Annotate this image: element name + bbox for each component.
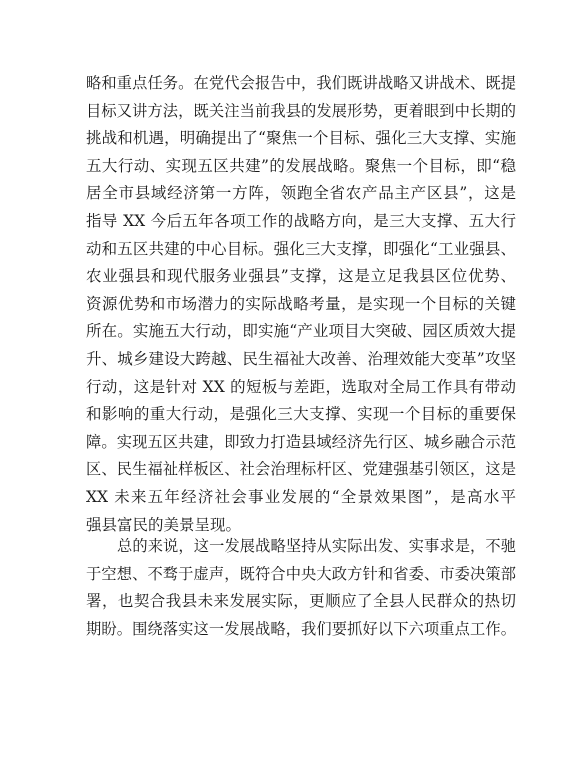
text-line: 行动，这是针对 XX 的短板与差距，选取对全局工作具有带动 xyxy=(86,377,516,396)
text-line: 指导 XX 今后五年各项工作的战略方向，是三大支撑、五大行 xyxy=(86,211,516,230)
text-line: 目标又讲方法，既关注当前我县的发展形势，更着眼到中长期的 xyxy=(86,101,516,120)
text-line: 动和五区共建的中心目标。强化三大支撑，即强化“工业强县、 xyxy=(86,239,516,258)
text-line: 障。实现五区共建，即致力打造县域经济先行区、城乡融合示范 xyxy=(86,432,516,451)
text-line: 五大行动、实现五区共建”的发展战略。聚焦一个目标，即“稳 xyxy=(86,156,516,175)
text-line: 区、民生福祉样板区、社会治理标杆区、党建强基引领区，这是 xyxy=(86,460,516,479)
text-line: 期盼。围绕落实这一发展战略，我们要抓好以下六项重点工作。 xyxy=(86,619,516,638)
paragraph-strategy-explanation xyxy=(86,70,516,539)
text-line: 农业强县和现代服务业强县”支撑，这是立足我县区位优势、 xyxy=(86,267,516,286)
text-line: 总的来说，这一发展战略坚持从实际出发、实事求是，不驰 xyxy=(117,537,516,555)
text-line: 和影响的重大行动，是强化三大支撑、实现一个目标的重要保 xyxy=(86,405,516,424)
text-line: 资源优势和市场潜力的实际战略考量，是实现一个目标的关键 xyxy=(86,294,516,313)
text-line: 署，也契合我县未来发展实际，更顺应了全县人民群众的热切 xyxy=(86,592,516,611)
text-line: XX 未来五年经济社会事业发展的“全景效果图”，是高水平 xyxy=(86,487,516,506)
text-line: 居全市县域经济第一方阵，领跑全省农产品主产区县”，这是 xyxy=(86,184,516,203)
text-line: 于空想、不骛于虚声，既符合中央大政方针和省委、市委决策部 xyxy=(86,564,516,583)
text-line: 升、城乡建设大跨越、民生福祉大改善、治理效能大变革”攻坚 xyxy=(86,349,516,368)
text-line: 挑战和机遇，明确提出了“聚焦一个目标、强化三大支撑、实施 xyxy=(86,129,516,148)
paragraph-summary xyxy=(86,533,516,643)
text-line: 所在。实施五大行动，即实施“产业项目大突破、园区质效大提 xyxy=(86,322,516,341)
text-line: 强县富民的美景呈现。 xyxy=(86,515,242,534)
text-line: 略和重点任务。在党代会报告中，我们既讲战略又讲战术、既提 xyxy=(86,74,516,92)
